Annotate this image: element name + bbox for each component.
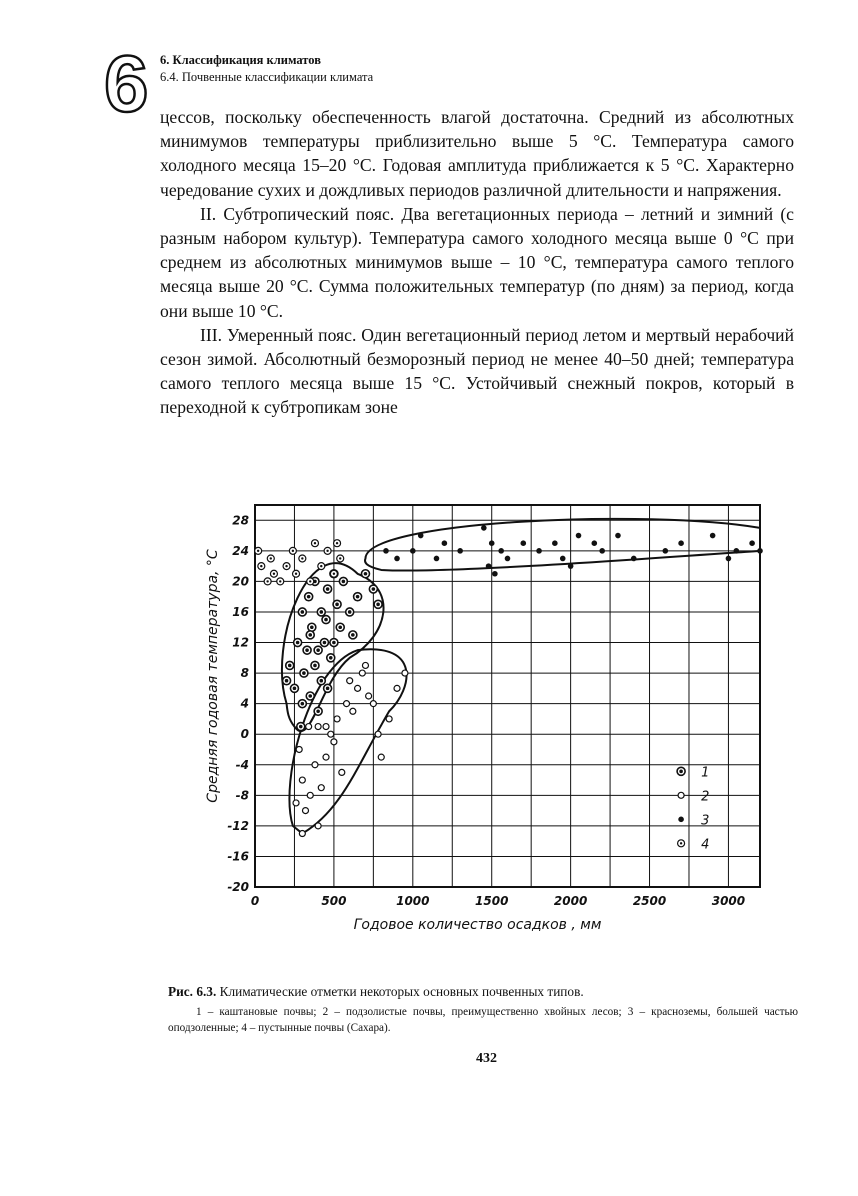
data-point-center (270, 557, 272, 559)
data-point-center (316, 709, 320, 713)
data-point (328, 731, 334, 737)
data-point (442, 540, 448, 546)
body-text (160, 105, 794, 420)
data-point (418, 533, 424, 539)
x-tick-label: 500 (321, 894, 347, 908)
legend-marker-center (679, 770, 683, 774)
x-axis-label: Годовое количество осадков , мм (353, 917, 602, 933)
data-point-center (260, 565, 262, 567)
data-point (434, 556, 440, 562)
data-point (663, 548, 669, 554)
data-point (536, 548, 542, 554)
data-point (481, 525, 487, 531)
caption-label: Рис. 6.3. (168, 984, 217, 999)
x-tick-label: 3000 (711, 894, 746, 908)
data-point (505, 556, 511, 562)
data-point-center (326, 587, 330, 591)
data-point (410, 548, 416, 554)
data-point-center (295, 573, 297, 575)
data-point-center (302, 671, 306, 675)
data-point-center (273, 573, 275, 575)
data-point (710, 533, 716, 539)
data-point (591, 540, 597, 546)
data-point (383, 548, 389, 554)
y-tick-label: 4 (240, 696, 249, 711)
x-tick-label: 2000 (553, 894, 588, 908)
legend-marker-center (680, 842, 682, 844)
data-point-center (336, 542, 338, 544)
data-point (350, 708, 356, 714)
data-point (331, 739, 337, 745)
data-point (306, 724, 312, 730)
data-point-center (333, 573, 335, 575)
data-point-center (335, 603, 339, 607)
running-head (160, 52, 373, 86)
caption-legend: 1 – каштановые почвы; 2 – подзолистые почвы, преимущественно хвойных лесов; 3 – красноземы, большей частью оподзоленные; 4 – пустынные почвы (Сахара). (168, 1006, 798, 1034)
y-tick-label: 20 (232, 574, 249, 589)
data-point-center (338, 625, 342, 629)
y-tick-label: 8 (240, 666, 249, 681)
data-point (339, 769, 345, 775)
figure-climate-chart (195, 495, 795, 945)
data-point (334, 716, 340, 722)
data-point-center (313, 664, 317, 668)
data-point-center (372, 587, 376, 591)
data-point (296, 746, 302, 752)
data-point (303, 808, 309, 814)
legend-label: 1 (701, 765, 710, 781)
data-point (498, 548, 504, 554)
data-point (370, 701, 376, 707)
data-point-center (305, 648, 309, 652)
data-point (402, 670, 408, 676)
data-point-center (316, 648, 320, 652)
section-title: 6.4. Почвенные классификации климата (160, 70, 374, 84)
data-point-center (319, 610, 323, 614)
data-point (568, 563, 574, 569)
data-point (552, 540, 558, 546)
data-point-center (356, 595, 360, 599)
y-tick-label: 12 (232, 635, 249, 650)
chapter-title: 6. Классификация климатов (160, 53, 321, 67)
data-point (318, 785, 324, 791)
y-tick-label: 24 (232, 543, 249, 558)
data-point-center (329, 656, 333, 660)
data-point-center (288, 664, 292, 668)
legend-marker (678, 817, 684, 823)
scatter-chart (195, 495, 795, 945)
legend-label: 4 (701, 837, 710, 853)
caption-title (168, 983, 798, 1001)
data-point-center (279, 580, 281, 582)
page-number: 432 (476, 1051, 497, 1066)
data-point (386, 716, 392, 722)
data-point-center (293, 687, 297, 691)
y-tick-label: -20 (227, 880, 249, 894)
data-point (378, 754, 384, 760)
data-point (615, 533, 621, 539)
data-point (299, 831, 305, 837)
data-point (307, 792, 313, 798)
y-tick-label: 28 (232, 513, 249, 528)
data-point-center (319, 679, 323, 683)
data-point-center (332, 641, 336, 645)
data-point-center (299, 725, 303, 729)
data-point (520, 540, 526, 546)
data-point-center (364, 572, 368, 576)
data-point (457, 548, 463, 554)
y-tick-label: -8 (235, 788, 249, 803)
data-point-center (342, 580, 346, 584)
y-tick-label: 16 (232, 604, 249, 619)
data-point (560, 556, 566, 562)
x-tick-label: 0 (250, 894, 260, 908)
data-point-center (257, 550, 259, 552)
data-point (362, 662, 368, 668)
data-point-center (323, 641, 327, 645)
data-point-center (326, 687, 330, 691)
data-point-center (292, 550, 294, 552)
data-point (599, 548, 605, 554)
data-point-center (376, 603, 380, 607)
data-point (344, 701, 350, 707)
figure-caption (168, 983, 798, 1036)
plot-frame (255, 505, 760, 887)
data-point-center (307, 595, 311, 599)
data-point (312, 762, 318, 768)
legend-label: 2 (701, 789, 710, 805)
data-point (492, 571, 498, 577)
y-tick-label: -16 (227, 849, 249, 864)
data-point (315, 823, 321, 829)
y-axis-label: Средняя годовая температура, °С (205, 549, 221, 803)
data-point-center (326, 550, 328, 552)
data-point-center (308, 694, 312, 698)
data-point-center (266, 580, 268, 582)
data-point (576, 533, 582, 539)
y-tick-label: 0 (240, 727, 249, 742)
data-point-center (348, 610, 352, 614)
data-point (323, 754, 329, 760)
data-point-center (301, 610, 305, 614)
data-point-center (314, 542, 316, 544)
x-tick-label: 1500 (475, 894, 509, 908)
x-tick-label: 2500 (632, 894, 667, 908)
data-point (293, 800, 299, 806)
data-point (749, 540, 755, 546)
data-point (299, 777, 305, 783)
data-point (355, 685, 361, 691)
data-point (489, 540, 495, 546)
data-point-center (339, 557, 341, 559)
data-point (394, 556, 400, 562)
data-point-center (309, 580, 311, 582)
paragraph-continuation: цессов, поскольку обеспеченность влагой достаточна. Средний из абсолютных минимумов температуры приблизительно выше 5 °С. Температура самого холодного месяца 15–20 °С. Годовая амплитуда приближается к 5 °С. Характерно чередование сухих и дождливых периодов различной длительности и напряжения. (160, 107, 794, 200)
data-point-center (296, 641, 300, 645)
legend-marker (678, 792, 684, 798)
data-point (678, 540, 684, 546)
region-outline (365, 519, 760, 571)
data-point (315, 724, 321, 730)
data-point (394, 685, 400, 691)
data-point (347, 678, 353, 684)
data-point (366, 693, 372, 699)
data-point-center (301, 702, 305, 706)
data-point (631, 556, 637, 562)
chapter-numeral: 6 (104, 39, 149, 128)
data-point-center (301, 557, 303, 559)
data-point (486, 563, 492, 569)
x-tick-label: 1000 (396, 894, 430, 908)
data-point-center (285, 565, 287, 567)
region-outline (289, 649, 406, 833)
data-point-center (324, 618, 328, 622)
data-point (359, 670, 365, 676)
y-tick-label: -4 (235, 757, 249, 772)
data-point (375, 731, 381, 737)
data-point (734, 548, 740, 554)
y-tick-label: -12 (227, 818, 249, 833)
data-point-center (351, 633, 355, 637)
paragraph-temperate: III. Умеренный пояс. Один вегетационный период летом и мертвый нерабочий сезон зимой. Абсолютный безморозный период не менее 40–50 дней; температура самого теплого месяца выше 15 °С. Устойчивый снежный покров, который в переходной к субтропикам зоне (160, 324, 794, 418)
data-point-center (320, 565, 322, 567)
caption-title-text: Климатические отметки некоторых основных почвенных типов. (219, 984, 584, 999)
data-point-center (308, 633, 312, 637)
data-point (726, 556, 732, 562)
data-point (323, 724, 329, 730)
legend-label: 3 (701, 813, 710, 829)
paragraph-subtropical: II. Субтропический пояс. Два вегетационных периода – летний и зимний (с разным набором культур). Температура самого холодного месяца выше 0 °С при среднем из абсолютных минимумов выше – 10 °С, температура самого теплого месяца выше 20 °С. Сумма положительных температур (по дням) за период, когда они выше 10 °С. (160, 203, 794, 321)
data-point (757, 548, 763, 554)
data-point-center (285, 679, 289, 683)
data-point-center (310, 625, 314, 629)
